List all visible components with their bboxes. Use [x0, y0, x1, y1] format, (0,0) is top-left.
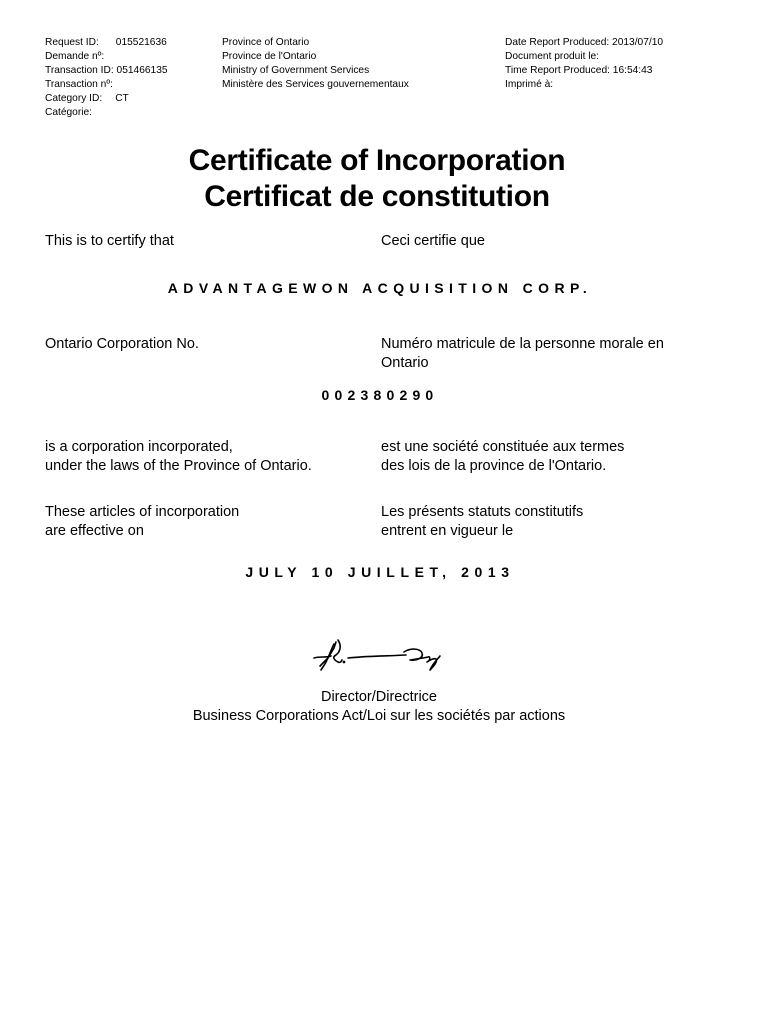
effective-en-line1: These articles of incorporation [45, 504, 240, 520]
ministry-fr: Ministère des Services gouvernementaux [222, 79, 409, 90]
category-id-value: CT [115, 93, 129, 104]
effective-fr-line1: Les présents statuts constitutifs [381, 504, 584, 520]
director-title: Director/Directrice [320, 689, 437, 705]
province-fr: Province de l'Ontario [222, 51, 317, 62]
incorporated-fr-line1: est une société constituée aux termes [381, 439, 625, 455]
certificate-title-en: Certificate of Incorporation [188, 144, 566, 177]
category-id-label: Category ID: [45, 93, 103, 104]
corp-no-label-fr-line2: Ontario [381, 355, 429, 371]
corp-no-label-en: Ontario Corporation No. [45, 336, 199, 352]
demande-label: Demande nº: [45, 51, 105, 62]
business-corporations-act: Business Corporations Act/Loi sur les sociétés par actions [192, 708, 566, 724]
ministry-en: Ministry of Government Services [222, 65, 370, 76]
effective-en-line2: are effective on [45, 523, 144, 539]
corporation-name: ADVANTAGEWON ACQUISITION CORP. [167, 280, 593, 296]
certificate-title-fr: Certificat de constitution [204, 180, 550, 213]
date-value: 2013/07/10 [612, 37, 664, 48]
certify-en: This is to certify that [45, 233, 174, 249]
director-signature [312, 636, 446, 676]
imprime-label: Imprimé à: [505, 79, 554, 90]
effective-date: JULY 10 JUILLET, 2013 [245, 564, 515, 580]
transaction-id-value: 051466135 [116, 65, 168, 76]
date-label: Date Report Produced: [505, 37, 610, 48]
incorporated-en [45, 438, 312, 476]
incorporated-en-line2: under the laws of the Province of Ontario. [45, 458, 312, 474]
effective-fr-line2: entrent en vigueur le [381, 523, 514, 539]
document-produit-label: Document produit le: [505, 51, 600, 62]
incorporated-fr-line2: des lois de la province de l'Ontario. [381, 458, 607, 474]
request-id-label: Request ID: [45, 37, 99, 48]
time-value: 16:54:43 [612, 65, 653, 76]
header-center [222, 36, 409, 92]
request-id-value: 015521636 [115, 37, 167, 48]
transaction-id-label: Transaction ID: [45, 65, 114, 76]
effective-en [45, 503, 239, 541]
header-left [45, 36, 168, 120]
time-label: Time Report Produced: [505, 65, 610, 76]
corporation-number: 002380290 [321, 387, 439, 403]
incorporated-en-line1: is a corporation incorporated, [45, 439, 233, 455]
effective-fr [381, 503, 583, 541]
corp-no-label-fr [381, 335, 664, 373]
corp-no-label-fr-line1: Numéro matricule de la personne morale en [381, 336, 664, 352]
province-en: Province of Ontario [222, 37, 310, 48]
transaction-label-fr: Transaction nº: [45, 79, 113, 90]
header-right [505, 36, 663, 92]
incorporated-fr [381, 438, 624, 476]
categorie-label: Catégorie: [45, 107, 93, 118]
certify-fr: Ceci certifie que [381, 233, 485, 249]
